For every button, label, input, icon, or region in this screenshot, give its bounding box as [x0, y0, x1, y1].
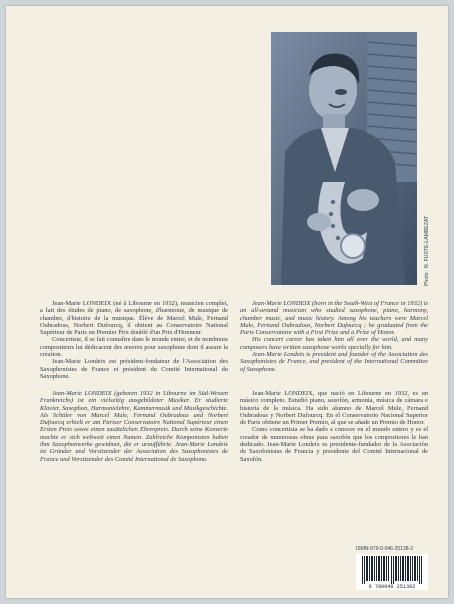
photo-credit: Photo : N. FUSTÉ-LAMBEZAT [424, 215, 430, 286]
german-paragraph-1: Jean-Marie LONDEIX (geboren 1932 in Libourne im Süd-Westen Frankreichs) ist ein vielseitig ausgebildeter Musiker. Er studierte Klavier, Saxophon, Harmonielehre, Kammermusik und Musikgeschichte. Als Schüler von Marcel Mule, Fernand Oubradous und Norbert Dufourcq erhielt er am Pariser Conservatoire National Supérieur einen Ersten Preis sowie einen zusätzlichen Ehrenpreis. Durch seine Konzerte machte er sich weltweit einen Namen. Zahlreiche Komponisten haben ihm Saxophonwerke gewidmet, die er uraufführte. Jean-Marie Londeix ist Gründer und Vorsitzender der Association des Saxophonistes de France und Vorsitzender des Comité International de Saxophone. [40, 390, 228, 463]
english-biography [240, 300, 428, 373]
spanish-paragraph-1: Jean-Marie LONDEIX, que nació en Libourne en 1932, es un músico completo. Estudió piano, saxofón, armonía, música de cámara e historia de la música. Ha sido alumno de Marcel Mule, Fernand Oubradous y Norbert Dufourcq. En el Conservatorio Nacional Superior de Paris obtiene un Primer Premio, al que se añade un Premio de Honor. [240, 390, 428, 427]
spanish-paragraph-2: Como concertista se ha dado a conocer en el mundo entero y es el creador de numerosas obras para saxofón que los compositores le han dedicado. Jean-Marie Londeix es presidente-fundador de la Asociación de Saxofonistas de Francia y presidente del Comité Internacional de Saxofón. [240, 426, 428, 463]
isbn-block [356, 546, 428, 590]
barcode-number: 9 790046 251382 [368, 584, 416, 590]
barcode-image [356, 554, 428, 590]
english-paragraph-1: Jean-Marie LONDEIX (born in the South-West of France in 1932) is an all-around musician who studied saxophone, piano, harmony, chamber music, and music history. Among his teachers were Marcel Mule, Fernand Oubradous, Norbert Dufourcq ; he graduated from the Paris Conservatoire with a First Prize and a Prize of Honor. [240, 300, 428, 337]
german-biography [40, 390, 228, 463]
english-paragraph-3: Jean-Marie Londeix is president and founder of the Association des Saxophonistes de France, and president of the International Committee of Saxophone. [240, 351, 428, 373]
french-biography [40, 300, 228, 380]
french-paragraph-3: Jean-Marie Londeix est président-fondateur de l'Association des Saxophonistes de France et président du Comité International du Saxophone. [40, 358, 228, 380]
portrait-photo [271, 32, 417, 285]
ismn-label: ISMN-979-0-046-25138-2 [356, 546, 413, 552]
portrait-image [271, 32, 417, 285]
back-cover-page [6, 6, 448, 598]
french-paragraph-1: Jean-Marie LONDEIX (né à Libourne en 1932), musicien complet, a fait des études de piano, de saxophone, d'harmonie, de musique de chambre, d'histoire de la musique. Élève de Marcel Mule, Fernand Oubradous, Norbert Dufourcq, il obtient au Conservatoire National Supérieur de Paris un Premier Prix doublé d'un Prix d'Honneur. [40, 300, 228, 337]
english-paragraph-2: His concert career has taken him all over the world, and many composers have written saxophone works specially for him. [240, 336, 428, 351]
spanish-biography [240, 390, 428, 463]
french-paragraph-2: Concertiste, il se fait connaître dans le monde entier, et de nombreux compositeurs lui dédicacent des œuvres pour saxophone dont il assure la création. [40, 336, 228, 359]
